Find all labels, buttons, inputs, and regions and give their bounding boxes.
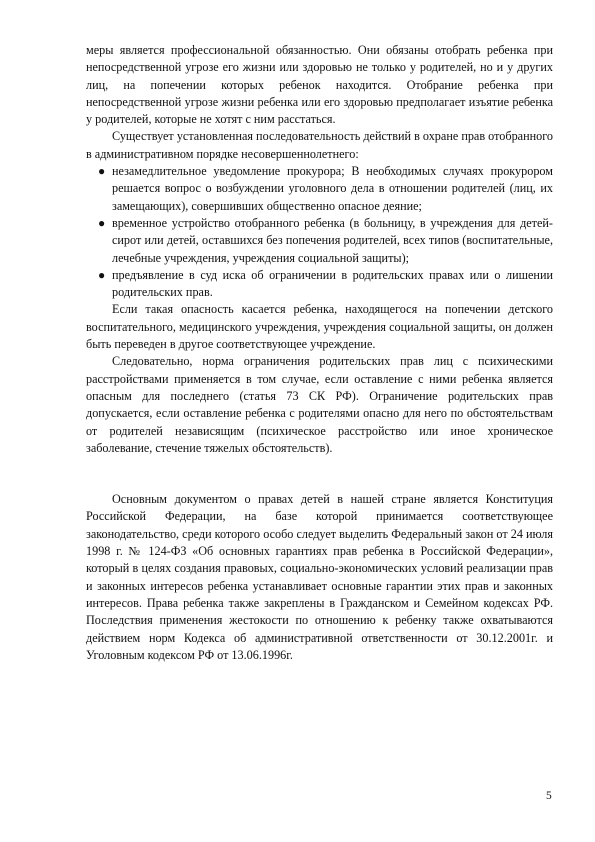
list-item (98, 163, 553, 215)
bullet-dot-icon: ● (98, 164, 106, 179)
paragraph-3: Если такая опасность касается ребенка, находящегося на попечении детского воспитательного, медицинского учреждения, учреждения социальной защиты, он должен быть переведен в другое соответствующее учреждение. (86, 302, 553, 352)
paragraph-1: меры является профессиональной обязанностью. Они обязаны отобрать ребенка при непосредственной угрозе его жизни или здоровью не только у родителей, но и у других лиц, на попечении которых ребенок находится. Отобрание ребенка при непосредственной угрозе жизни ребенка или его здоровью предполагает изъятие ребенка у родителей, которые не хотят с ним расстаться. (86, 43, 553, 127)
paragraph-5: Основным документом о правах детей в нашей стране является Конституция Российской Федерации, на базе которой принимается соответствующее законодательство, среди которого особо следует выделить Федеральный закон от 24 июля 1998 г. № 124-ФЗ «Об основных гарантиях прав ребенка в Российской Федерации», который в целях создания правовых, социально-экономических условий реализации прав и законных интересов ребенка устанавливает основные гарантии этих прав и законных интересов. Права ребенка также закреплены в Гражданском и Семейном кодексах РФ. Последствия применения жестокости по отношению к ребенку также охватываются действием норм Кодекса об административной ответственности от 30.12.2001г. и Уголовным кодексом РФ от 13.06.1996г. (86, 492, 553, 662)
bullet-list (86, 163, 553, 301)
list-item-text: временное устройство отобранного ребенка (в больницу, в учреждения для детей-сирот или детей, оставшихся без попечения родителей, всех типов (воспитательные, лечебные учреждения, учреждения социальной защиты); (112, 215, 553, 265)
paragraph-2: Существует установленная последовательность действий в охране прав отобранного в административном порядке несовершеннолетнего: (86, 129, 553, 161)
paragraph-4: Следовательно, норма ограничения родительских прав лиц с психическими расстройствами применяется в том случае, если оставление с ними ребенка является опасным для последнего (статья 73 СК РФ). Ограничение родительских прав допускается, если оставление ребенка с родителями опасно для него по обстоятельствам от родителей независящим (психическое расстройство или иное хроническое заболевание, стечение тяжелых обстоятельств). (86, 354, 553, 455)
list-item (98, 267, 553, 302)
bullet-dot-icon: ● (98, 267, 106, 282)
list-item (98, 215, 553, 267)
page-number: 5 (546, 790, 552, 802)
list-item-text: незамедлительное уведомление прокурора; В необходимых случаях прокурором решается вопрос о возбуждении уголовного дела в отношении родителей (лиц, их замещающих), совершивших общественно опасное деяние; (112, 164, 553, 213)
list-item-text: предъявление в суд иска об ограничении в родительских правах или о лишении родительских прав. (112, 267, 553, 300)
bullet-dot-icon: ● (98, 215, 106, 230)
section-gap (86, 457, 553, 491)
